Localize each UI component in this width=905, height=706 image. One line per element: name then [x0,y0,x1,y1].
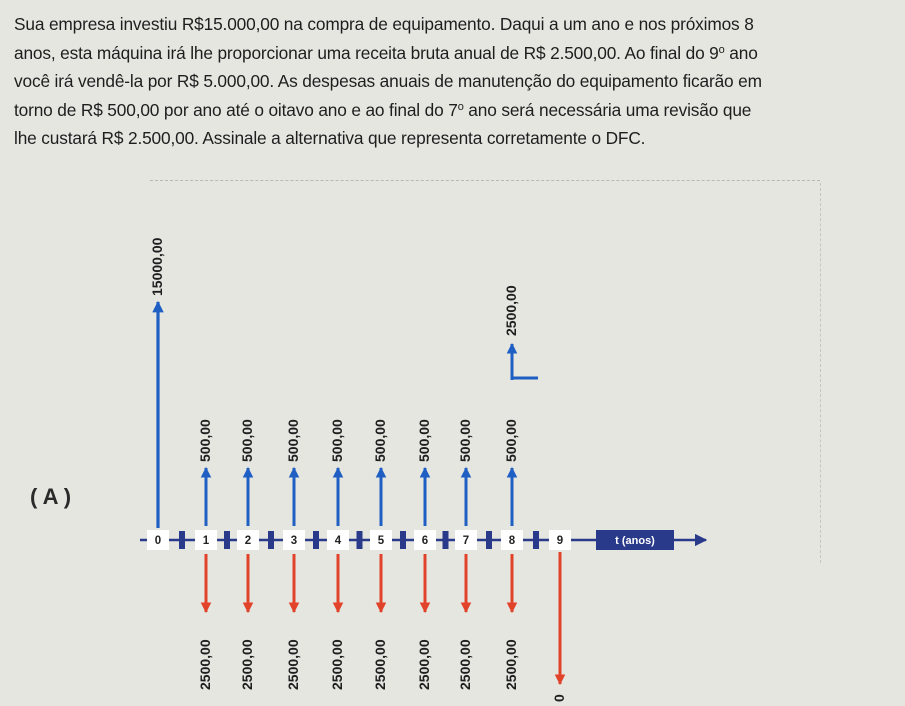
label-up-8: 500,00 [503,419,519,462]
period-label-7: 7 [462,535,470,547]
question-line-4a: torno de R$ 500,00 por ano até o oitavo ano e ao final do 7 [14,99,458,120]
period-label-3: 3 [290,535,298,547]
period-separator [313,531,319,549]
label-down-5: 2500,00 [372,639,388,690]
period-separator [486,531,492,549]
label-up-extra: 2500,00 [503,285,519,336]
period-separator [268,531,274,549]
option-label[interactable]: ( A ) [30,484,72,509]
axis-label: t (anos) [615,535,655,547]
period-separator [443,531,449,549]
label-up-2: 500,00 [239,419,255,462]
period-separator [179,531,185,549]
period-label-6: 6 [421,535,429,547]
question-line-5: lhe custará R$ 2.500,00. Assinale a alternativa que representa corretamente o DFC. [14,128,646,148]
period-label-9: 9 [556,535,564,547]
label-down-2: 2500,00 [239,639,255,690]
label-down-4: 2500,00 [329,639,345,690]
label-down-1: 2500,00 [197,639,213,690]
label-up-3: 500,00 [285,419,301,462]
label-up-6: 500,00 [416,419,432,462]
question-line-2b: ano [724,42,758,63]
period-label-1: 1 [202,535,210,547]
period-separator [400,531,406,549]
label-up-7: 500,00 [457,419,473,462]
label-down-3: 2500,00 [285,639,301,690]
label-up-1: 500,00 [197,419,213,462]
ordinal-sup-9: o [718,43,725,56]
period-label-4: 4 [334,535,342,547]
label-down-6: 2500,00 [416,639,432,690]
ordinal-sup-7: o [457,100,464,113]
period-label-0: 0 [154,535,162,547]
period-label-8: 8 [508,535,516,547]
label-down-7: 2500,00 [457,639,473,690]
period-label-5: 5 [377,535,385,547]
period-separator [533,531,539,549]
period-separator [357,531,363,549]
question-line-2a: anos, esta máquina irá lhe proporcionar uma receita bruta anual de R$ 2.500,00. Ao final do 9 [14,42,719,63]
question-line-3: você irá vendê-la por R$ 5.000,00. As despesas anuais de manutenção do equipamento ficarão em [14,71,762,91]
label-initial: 15000,00 [149,237,165,296]
period-separator [224,531,230,549]
period-label-2: 2 [244,535,252,547]
label-up-4: 500,00 [329,419,345,462]
question-line-1: Sua empresa investiu R$15.000,00 na compra de equipamento. Daqui a um ano e nos próximos 8 [14,14,754,34]
label-down-8: 2500,00 [503,639,519,690]
label-down-extra: 0 [551,694,567,702]
question-line-4b: ano será necessária uma revisão que [463,99,752,120]
label-up-5: 500,00 [372,419,388,462]
